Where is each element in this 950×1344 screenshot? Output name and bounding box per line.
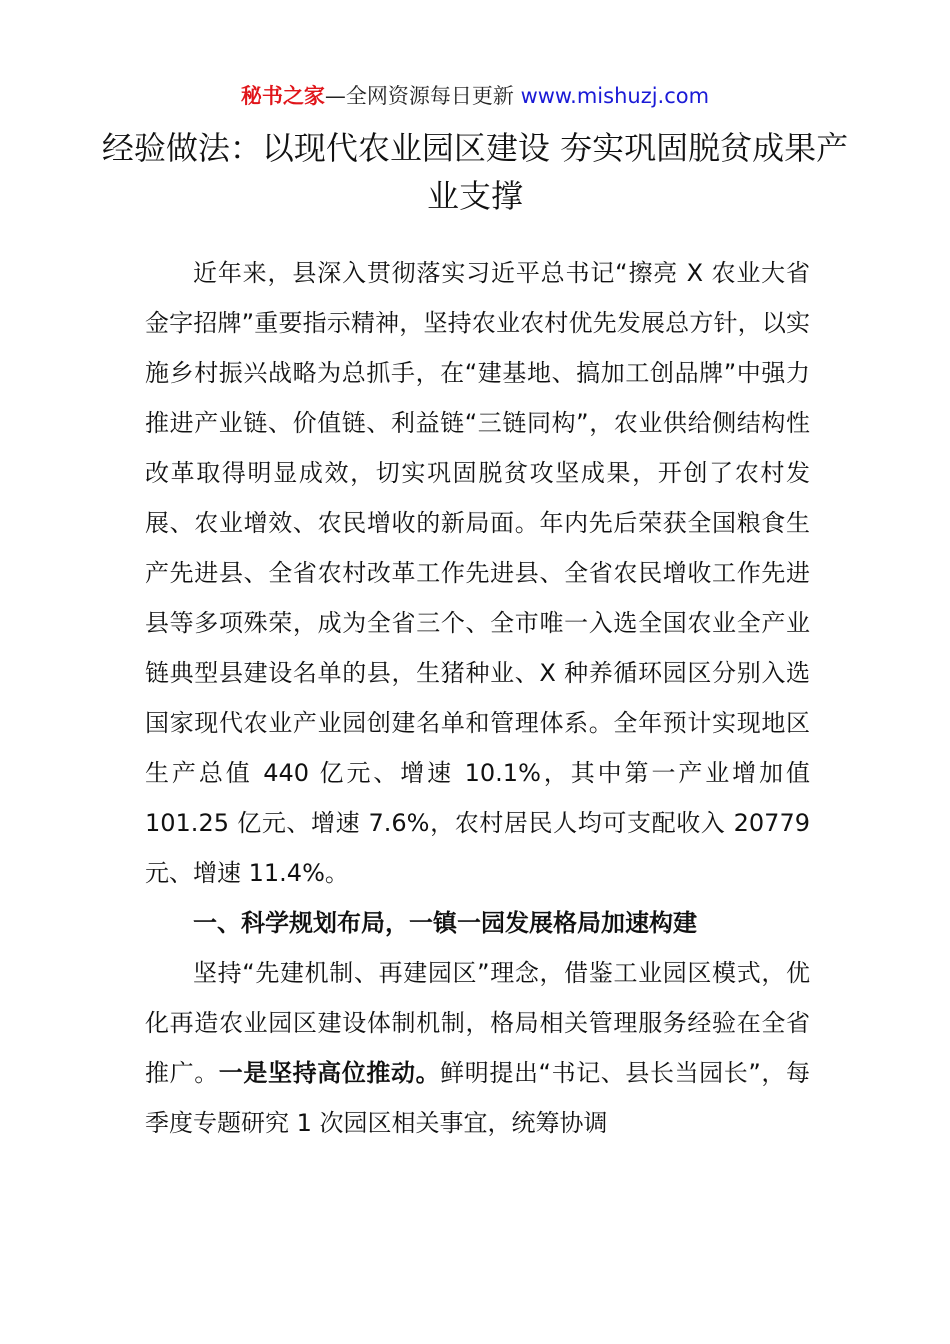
site-header [0,80,950,112]
site-url-link[interactable]: www.mishuzj.com [520,84,710,108]
body-paragraph: 近年来，县深入贯彻落实习近平总书记“擦亮 X 农业大省金字招牌”重要指示精神，坚持农业农村优先发展总方针，以实施乡村振兴战略为总抓手，在“建基地、搞加工创品牌”中强力推进产业链、价值链、利益链“三链同构”，农业供给侧结构性改革取得明显成效，切实巩固脱贫攻坚成果，开创了农村发展、农业增效、农民增收的新局面。年内先后荣获全国粮食生产先进县、全省农村改革工作先进县、全省农民增收工作先进县等多项殊荣，成为全省三个、全市唯一入选全国农业全产业链典型县建设名单的县，生猪种业、X 种养循环园区分别入选国家现代农业产业园创建名单和管理体系。全年预计实现地区生产总值 440 亿元、增速 10.1%，其中第一产业增加值 101.25 亿元、增速 7.6%，农村居民人均可支配收入 20779 元、增速 11.4%。 [145,259,810,887]
bold-lead-phrase: 一是坚持高位推动。 [218,1059,441,1087]
document-body [145,248,810,1148]
section-heading: 一、科学规划布局，一镇一园发展格局加速构建 [193,909,697,937]
paragraph-text: 鲜明提出“书记、县长当园长”，每季度专题研究 1 次园区相关事宜，统筹协调 [145,1059,810,1137]
body-paragraph [145,948,810,1148]
site-tagline: —全网资源每日更新 [324,84,514,108]
document-title: 经验做法：以现代农业园区建设 夯实巩固脱贫成果产业支撑 [101,129,849,215]
paragraph-text: 坚持“先建机制、再建园区”理念，借鉴工业园区模式，优化再造农业园区建设体制机制，格局相关管理服务经验在全省推广。 [145,959,810,1087]
site-brand: 秘书之家 [240,84,325,108]
